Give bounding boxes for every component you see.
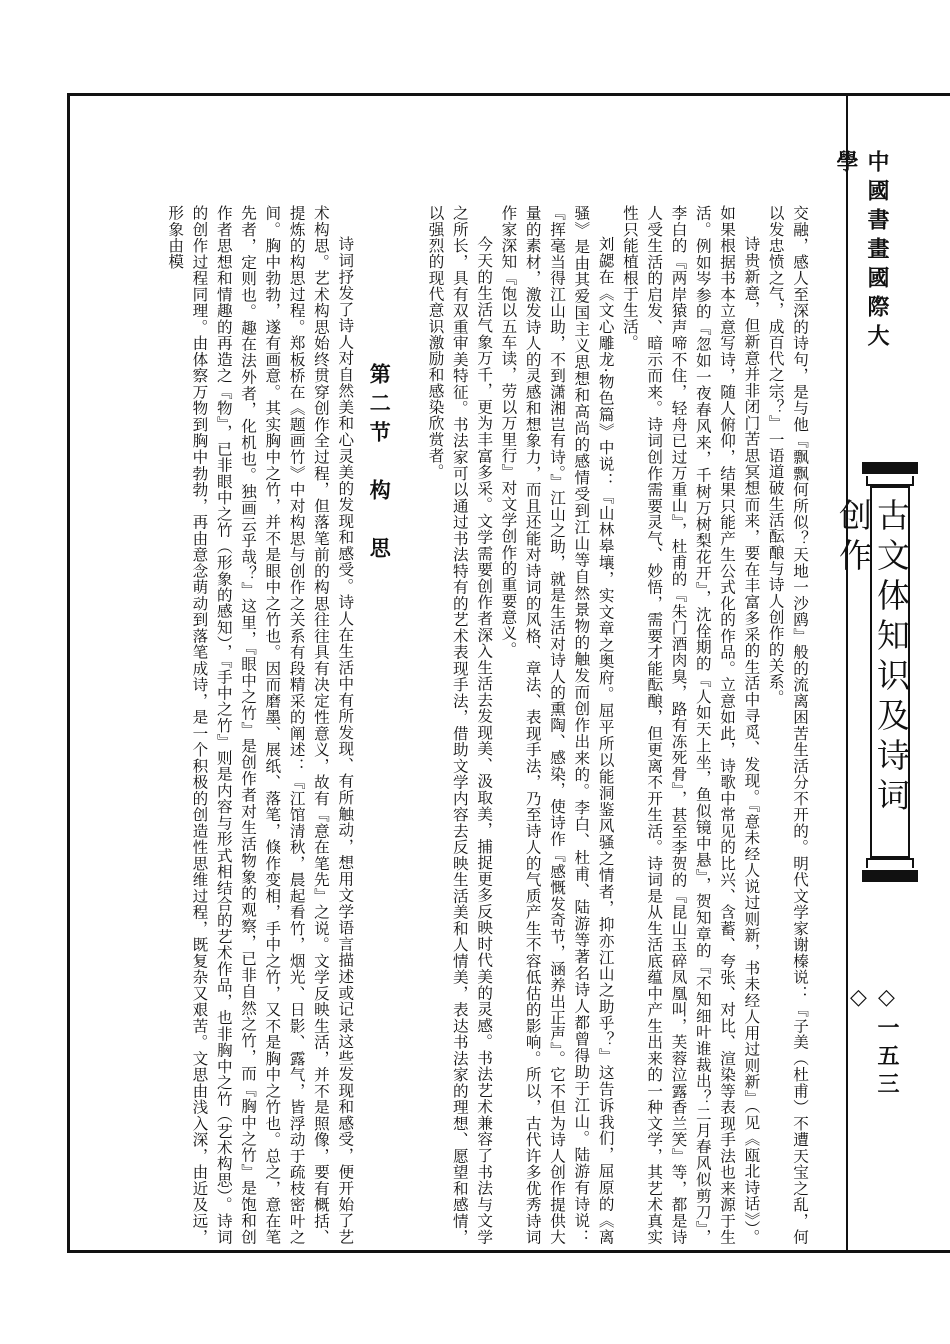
section-heading: 第二节 构 思 <box>367 362 392 566</box>
banner-top-cap <box>866 476 914 486</box>
paragraph: 今天的生活气象万千，更为丰富多采。文学需要创作者深入生活去发现美、汲取美，捕捉更多反映时代美的灵感。书法艺术兼容了书法与文学之所长，具有双重审美特征。书法家可以通过书法特有的艺术表现手法，借助文学内容去反映生活美和人情美，表达书法家的理想、愿望和感情，以强烈的现代意识激励和感染欣赏者。 <box>426 205 494 1245</box>
margin-divider <box>846 94 848 1252</box>
banner-bottom-bar <box>862 870 918 882</box>
university-name: 中國書畫國際大學 <box>833 150 889 353</box>
book-title: 古文体知识及诗词创作 <box>834 498 911 818</box>
banner-top-bar <box>862 462 918 474</box>
paragraph: 刘勰在《文心雕龙·物色篇》中说：『山林皋壤，实文章之奥府。屈平所以能洞鉴风骚之情者，抑亦江山之助乎？』这告诉我们，屈原的《离骚》是由其爱国主义思想和高尚的感情受到江山等自然景物的触发而创作出来的。李白、杜甫、陆游等著名诗人都曾得助于江山。陆游有诗说：『挥毫当得江山助，不到潇湘岂有诗。』江山之助，就是生活对诗人的熏陶、感染，使诗作『感慨发奇节，涵养出正声』。它不但为诗人创作提供大量的素材，激发诗人的灵感和想象力，而且还能对诗词的风格、章法、表现手法，乃至诗人的气质产生不容低估的影响。所以，古代许多优秀诗词作家深知『饱以五车读，劳以万里行』对文学创作的重要意义。 <box>499 205 615 1245</box>
paragraph: 交融，感人至深的诗句，是与他『飘飘何所似？天地一沙鸥』般的流离困苦生活分不开的。明代文学家谢榛说：『子美（杜甫）不遭天宝之乱，何以发忠愤之气，成百代之宗？』一语道破生活酝酿与诗人创作的关系。 <box>766 205 809 1245</box>
book-title-banner <box>834 462 918 882</box>
paragraph: 诗词抒发了诗人对自然美和心灵美的发现和感受。诗人在生活中有所发现、有所触动，想用文学语言描述或记录这些发现和感受，便开始了艺术构思。艺术构思始终贯穿创作全过程，但落笔前的构思往往具有决定性意义，故有『意在笔先』之说。文学反映生活，并不是照像，要有概括、提炼的构思过程。郑板桥在《题画竹》中对构思与创作之关系有段精采的阐述：『江馆清秋，晨起看竹，烟光、日影、露气，皆浮动于疏枝密叶之间。胸中勃勃，遂有画意。其实胸中之竹，并不是眼中之竹也。因而磨墨、展纸、落笔，倏作变相，手中之竹，又不是胸中之竹也。总之，意在笔先者，定则也。趣在法外者，化机也。独画云乎哉？』这里，『眼中之竹』是创作者对生活物象的观察，已非自然之竹，而『胸中之竹』是饱和创作者思想和情趣的再造之『物』，已非眼中之竹（形象的感知），『手中之竹』则是内容与形式相结合的艺术作品，也非胸中之竹（艺术构思）。诗词的创作过程同理。由体察万物到胸中勃勃，再由意念萌动到落笔成诗，是一个积极的创造性思维过程，既复杂又艰苦。文思由浅入深，由近及远，形象由模 <box>166 205 355 1245</box>
banner-bottom-cap <box>866 858 914 868</box>
page-number: ◇一五三◇ <box>846 985 899 1100</box>
main-text <box>100 205 812 1245</box>
paragraph: 诗贵新意，但新意并非闭门苦思冥想而来，要在丰富多采的生活中寻觅、发现。『意未经人说过则新，书未经人用过则新』（见《瓯北诗话》）。如果根据书本立意写诗，随人俯仰，结果只能产生公式化的作品。立意如此，诗歌中常见的比兴、含蓄、夸张、对比、渲染等表现手法也来源于生活。例如岑参的『忽如一夜春风来，千树万树梨花开』，沈佺期的『人如天上坐，鱼似镜中悬』，贺知章的『不知细叶谁裁出？二月春风似剪刀』，李白的『两岸猿声啼不住，轻舟已过万重山』，杜甫的『朱门酒肉臭，路有冻死骨』，甚至李贺的『昆山玉碎凤凰叫，芙蓉泣露香兰笑』等，都是诗人受生活的启发、暗示而来。诗词创作需要灵气、妙悟，需要才能酝酿，但更离不开生活。诗词是从生活底蕴中产生出来的一种文学，其艺术真实性只能植根于生活。 <box>620 205 761 1245</box>
